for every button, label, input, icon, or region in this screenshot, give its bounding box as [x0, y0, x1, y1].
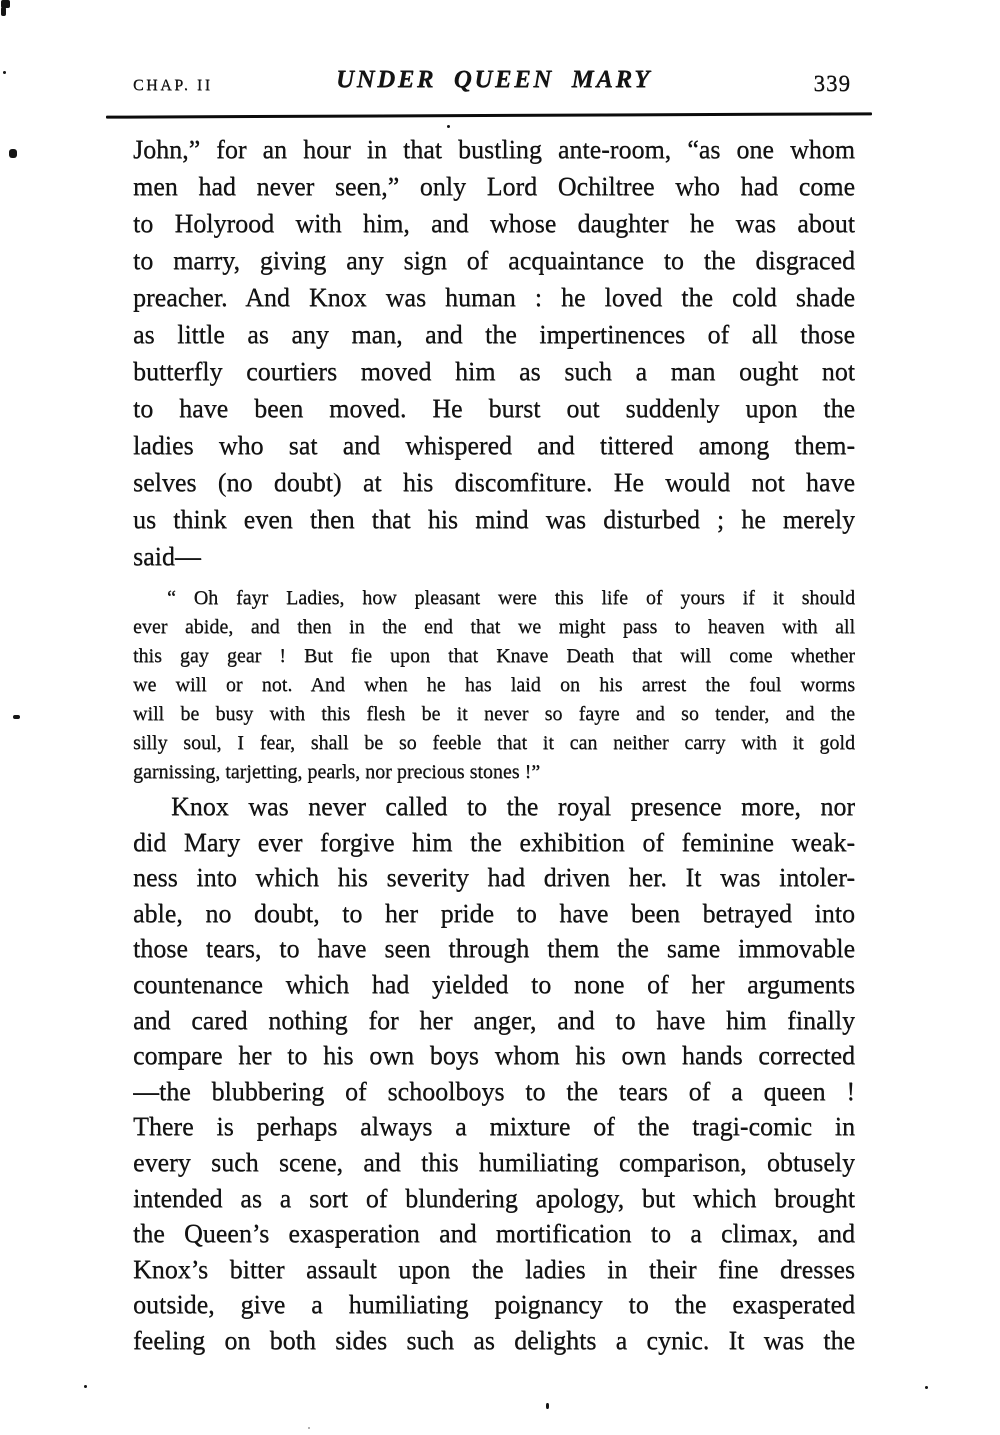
paragraph-continuation [133, 131, 855, 575]
text-line: compare her to his own boys whom his own hands corrected [133, 1041, 855, 1071]
text-line: John,” for an hour in that bustling ante-room, “as one whom [133, 135, 855, 164]
text-line: There is perhaps always a mixture of the tragi-comic in [133, 1112, 855, 1142]
text-line: this gay gear ! But fie upon that Knave Death that will come whether [133, 645, 855, 667]
scan-speck [546, 1403, 549, 1409]
text-line: feeling on both sides such as delights a cynic. It was the [133, 1325, 855, 1355]
header-divider-rule [106, 112, 872, 118]
text-line: ladies who sat and whispered and tittered among them- [133, 431, 855, 460]
scan-speck [84, 1385, 87, 1388]
text-line: ever abide, and then in the end that we might pass to heaven with all [133, 616, 855, 638]
text-line: we will or not. And when he has laid on his arrest the foul worms [133, 674, 855, 696]
text-line: and cared nothing for her anger, and to have him finally [133, 1005, 855, 1035]
text-line: to Holyrood with him, and whose daughter he was about [133, 209, 855, 238]
text-line: preacher. And Knox was human : he loved the cold shade [133, 283, 855, 312]
page-header [133, 64, 855, 106]
text-line: countenance which had yielded to none of her arguments [133, 969, 855, 999]
scan-ink-blot [9, 149, 17, 158]
text-line: selves (no doubt) at his discomfiture. He would not have [133, 468, 855, 497]
text-line: silly soul, I fear, shall be so feeble that it can neither carry with it gold [133, 732, 855, 754]
scan-speck [925, 1386, 928, 1389]
text-line: said— [133, 542, 201, 571]
text-line: those tears, to have seen through them the same immovable [133, 934, 855, 964]
text-line: to have been moved. He burst out suddenly upon the [133, 394, 855, 423]
text-line: outside, give a humiliating poignancy to the exasperated [133, 1290, 855, 1320]
text-line: garnissing, tarjetting, pearls, nor precious stones !” [133, 761, 541, 783]
block-quote-knox [133, 584, 855, 787]
running-title: UNDER QUEEN MARY [336, 66, 652, 93]
text-line: ness into which his severity had driven her. It was intoler- [133, 863, 855, 893]
text-line: did Mary ever forgive him the exhibition of feminine weak- [133, 827, 855, 857]
text-line: intended as a sort of blundering apology, but which brought [133, 1183, 855, 1213]
text-line: “ Oh fayr Ladies, how pleasant were this life of yours if it should [167, 587, 855, 609]
text-line: us think even then that his mind was disturbed ; he merely [133, 505, 855, 534]
text-line: —the blubbering of schoolboys to the tears of a queen ! [133, 1076, 855, 1106]
text-line: as little as any man, and the impertinences of all those [133, 320, 855, 349]
scan-speck [447, 125, 450, 128]
text-line: men had never seen,” only Lord Ochiltree who had come [133, 172, 855, 201]
text-line: every such scene, and this humiliating comparison, obtusely [133, 1147, 855, 1177]
page-number: 339 [813, 71, 851, 96]
text-line: to marry, giving any sign of acquaintance to the disgraced [133, 246, 855, 275]
scan-speck [3, 71, 6, 74]
text-line: will be busy with this flesh be it never so fayre and so tender, and the [133, 703, 855, 725]
text-line: the Queen’s exasperation and mortification to a climax, and [133, 1219, 855, 1249]
scan-speck [308, 1427, 310, 1429]
text-line: Knox was never called to the royal presence more, nor [171, 792, 855, 821]
scan-ink-mark [1, 7, 6, 16]
chapter-label: CHAP. II [133, 77, 213, 94]
scan-speck [13, 715, 20, 719]
text-line: able, no doubt, to her pride to have been betrayed into [133, 898, 855, 928]
text-line: Knox’s bitter assault upon the ladies in their fine dresses [133, 1254, 855, 1284]
paragraph-knox-aftermath [133, 789, 855, 1359]
text-line: butterfly courtiers moved him as such a man ought not [133, 357, 855, 386]
